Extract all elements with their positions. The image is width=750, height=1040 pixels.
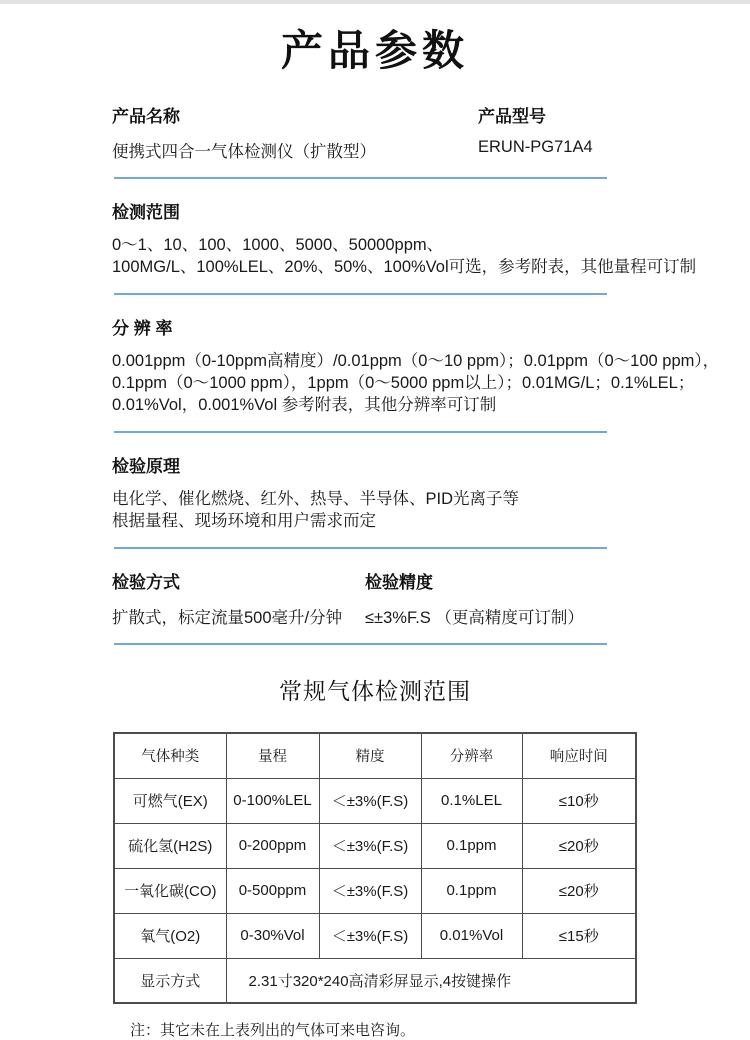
cell-resolution: 0.1ppm [421, 823, 522, 868]
cell-gas-type: 硫化氢(H2S) [114, 823, 226, 868]
gas-detection-table [113, 732, 637, 1004]
section-divider [114, 643, 607, 645]
col-header-resolution: 分辨率 [421, 733, 522, 778]
product-name-block [112, 102, 478, 162]
cell-display-label: 显示方式 [114, 958, 226, 1003]
footnote: 注：其它未在上表列出的气体可来电咨询。 [130, 1022, 416, 1039]
section-divider [114, 431, 607, 433]
table-display-row [114, 958, 636, 1003]
section-divider [114, 293, 607, 295]
section-principle [112, 452, 672, 532]
cell-response-time: ≤20秒 [522, 868, 636, 913]
table-row [114, 868, 636, 913]
cell-gas-type: 可燃气(EX) [114, 778, 226, 823]
product-model-label: 产品型号 [478, 107, 546, 126]
section-line: 0～1、10、100、1000、5000、50000ppm、 [112, 236, 444, 254]
section-heading: 检验原理 [112, 457, 180, 476]
cell-accuracy: ＜±3%(F.S) [319, 778, 421, 823]
method-value: 扩散式，标定流量500毫升/分钟 [112, 609, 343, 627]
col-header-gas-type: 气体种类 [114, 733, 226, 778]
accuracy-block [365, 568, 584, 628]
section-divider [114, 177, 607, 179]
section-heading: 检测范围 [112, 203, 180, 222]
product-model-value: ERUN-PG71A4 [478, 138, 593, 156]
cell-accuracy: ＜±3%(F.S) [319, 913, 421, 958]
product-model-block [478, 102, 593, 162]
table-row [114, 778, 636, 823]
cell-gas-type: 一氧化碳(CO) [114, 868, 226, 913]
product-name-value: 便携式四合一气体检测仪（扩散型） [112, 143, 376, 161]
cell-range: 0-500ppm [226, 868, 319, 913]
col-header-response-time: 响应时间 [522, 733, 636, 778]
table-row [114, 913, 636, 958]
cell-response-time: ≤15秒 [522, 913, 636, 958]
section-detection-range [112, 198, 697, 278]
section-resolution [112, 314, 720, 416]
cell-response-time: ≤10秒 [522, 778, 636, 823]
product-block [112, 102, 672, 162]
section-line: 0.001ppm（0-10ppm高精度）/0.01ppm（0～10 ppm）；0.01ppm（0～100 ppm）， [112, 352, 720, 370]
cell-gas-type: 氧气(O2) [114, 913, 226, 958]
spec-content [112, 102, 720, 645]
section-line: 根据量程、现场环境和用户需求而定 [112, 512, 376, 530]
table-row [114, 823, 636, 868]
method-block [112, 568, 365, 628]
cell-range: 0-100%LEL [226, 778, 319, 823]
section-line: 0.01%Vol，0.001%Vol 参考附表，其他分辨率可订制 [112, 396, 497, 414]
accuracy-value: ≤±3%F.S （更高精度可订制） [365, 609, 584, 627]
accuracy-label: 检验精度 [365, 573, 433, 592]
cell-range: 0-30%Vol [226, 913, 319, 958]
section-heading: 分 辨 率 [112, 319, 173, 338]
cell-accuracy: ＜±3%(F.S) [319, 868, 421, 913]
product-name-label: 产品名称 [112, 107, 180, 126]
col-header-range: 量程 [226, 733, 319, 778]
cell-range: 0-200ppm [226, 823, 319, 868]
section-line: 0.1ppm（0～1000 ppm），1ppm（0～5000 ppm以上）；0.01MG/L；0.1%LEL； [112, 374, 695, 392]
top-edge-strip [0, 0, 750, 4]
cell-accuracy: ＜±3%(F.S) [319, 823, 421, 868]
cell-display-value: 2.31寸320*240高清彩屏显示,4按键操作 [226, 958, 636, 1003]
section-line: 电化学、催化燃烧、红外、热导、半导体、PID光离子等 [112, 490, 520, 508]
col-header-accuracy: 精度 [319, 733, 421, 778]
table-header-row [114, 733, 636, 778]
cell-response-time: ≤20秒 [522, 823, 636, 868]
gas-table-title: 常规气体检测范围 [279, 678, 471, 704]
page-title: 产品参数 [280, 27, 469, 74]
cell-resolution: 0.1ppm [421, 868, 522, 913]
section-line: 100MG/L、100%LEL、20%、50%、100%Vol可选，参考附表，其他量程可订制 [112, 258, 697, 276]
method-accuracy-block [112, 568, 672, 628]
method-label: 检验方式 [112, 573, 180, 592]
cell-resolution: 0.1%LEL [421, 778, 522, 823]
cell-resolution: 0.01%Vol [421, 913, 522, 958]
section-divider [114, 547, 607, 549]
